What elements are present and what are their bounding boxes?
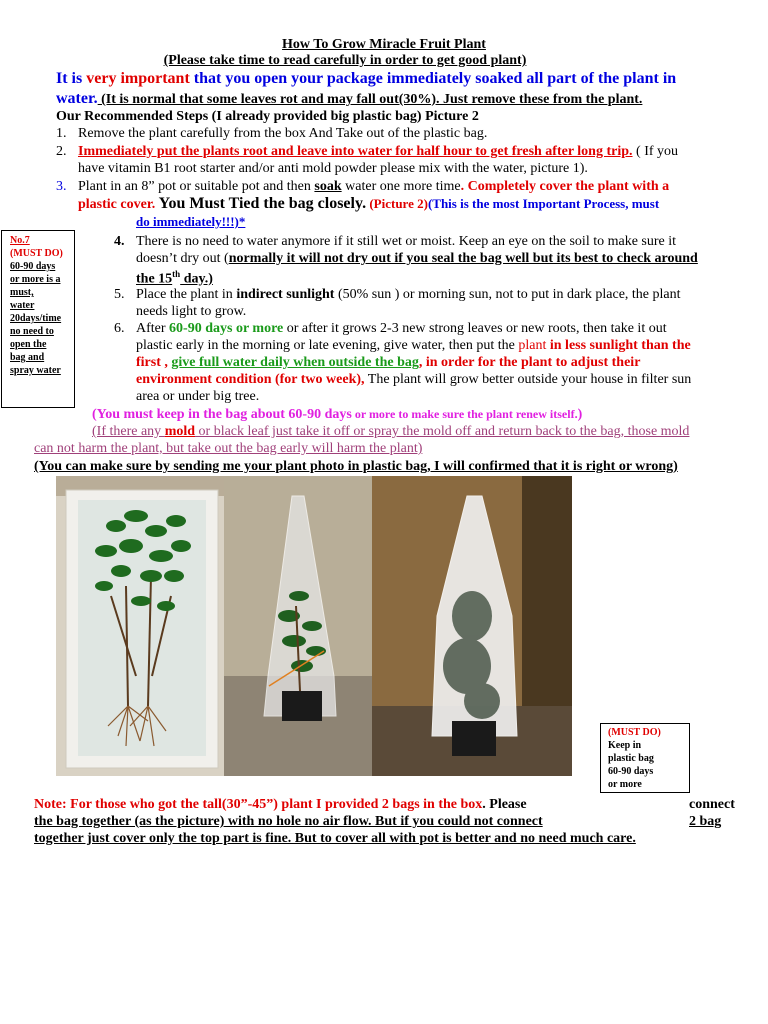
photo-confirmation-note: (You can make sure by sending me your plant photo in plastic bag, I will confirmed that it is right or wrong) bbox=[34, 459, 678, 474]
step-5: 5. Place the plant in indirect sunlight (50% sun ) or morning sun, not to put in dark place, the plant bbox=[114, 287, 681, 302]
intro-line-1: It is very important that you open your package immediately soaked all part of the plant in bbox=[56, 70, 677, 87]
step-6-cont: plastic early in the morning or late evening, give water, then put the plant in less sunlight than the bbox=[136, 338, 691, 353]
step-3-cont-2: do immediately!!!)* bbox=[136, 214, 246, 229]
must-do-sidebox-left: No.7 (MUST DO) 60-90 days or more is a must, water 20days/time no need to open the bag and spray water bbox=[1, 230, 75, 408]
step-6-cont-3: environment condition (for two week), The plant will grow better outside your house in filter sun bbox=[136, 372, 692, 387]
mold-note-cont: can not harm the plant, but take out the bag early will harm the plant) bbox=[34, 441, 423, 456]
step-3-cont: plastic cover. You Must Tied the bag closely. (Picture 2)(This is the most Important Process, must bbox=[78, 195, 660, 212]
step-1: 1. Remove the plant carefully from the box And Take out of the plastic bag. bbox=[56, 126, 488, 141]
tall-plant-note-connect: connect bbox=[689, 797, 735, 812]
step-5-cont: needs light to grow. bbox=[136, 304, 247, 319]
step-2: 2. Immediately put the plants root and leave into water for half hour to get fresh after long trip. ( If you bbox=[56, 144, 679, 159]
intro-line-2: water. (It is normal that some leaves rot and may fall out(30%). Just remove these from the plant. bbox=[56, 90, 643, 107]
page-title: How To Grow Miracle Fruit Plant bbox=[282, 37, 486, 52]
step-6: 6. After 60-90 days or more or after it grows 2-3 new strong leaves or new roots, then take it out bbox=[114, 321, 667, 336]
tall-plant-note-cont-2: together just cover only the top part is fine. But to cover all with pot is better and no need much care. bbox=[34, 831, 636, 846]
plants-in-water-photo bbox=[56, 476, 224, 776]
steps-title: Our Recommended Steps (I already provided big plastic bag) Picture 2 bbox=[56, 109, 479, 124]
page-subtitle: (Please take time to read carefully in order to get good plant) bbox=[163, 53, 527, 68]
step-4-cont-2: the 15th day.) bbox=[136, 269, 213, 287]
mold-note: (If there any mold or black leaf just take it off or spray the mold off and return back to the bag, those mold bbox=[92, 424, 690, 439]
step-6-cont-2: first , give full water daily when outside the bag, in order for the plant to adjust their bbox=[136, 355, 641, 370]
tall-plant-two-bags-photo bbox=[372, 476, 572, 776]
step-6-cont-4: area or under big tree. bbox=[136, 389, 260, 404]
tall-plant-note-cont: the bag together (as the picture) with no hole no air flow. But if you could not connect bbox=[34, 814, 543, 829]
step-2-cont: have vitamin B1 root starter and/or anti mold powder please mix with the water, picture 1). bbox=[78, 161, 588, 176]
step-3: 3. Plant in an 8” pot or suitable pot and then soak water one more time. Completely cover the plant with a bbox=[56, 179, 670, 194]
step-4: 4. There is no need to water anymore if it still wet or moist. Keep an eye on the soil to make sure it bbox=[114, 234, 677, 249]
tall-plant-note: Note: For those who got the tall(30”-45”) plant I provided 2 bags in the box. Please bbox=[34, 797, 527, 812]
step-4-cont: doesn’t dry out (normally it will not dry out if you seal the bag well but its best to check around bbox=[136, 251, 698, 266]
must-do-sidebox-right: (MUST DO) Keep in plastic bag 60-90 days or more bbox=[600, 723, 690, 793]
tall-plant-note-2bag: 2 bag bbox=[689, 814, 722, 829]
plant-in-bag-photo bbox=[224, 476, 372, 776]
keep-in-bag-note: (You must keep in the bag about 60-90 days or more to make sure the plant renew itself.) bbox=[92, 407, 583, 422]
